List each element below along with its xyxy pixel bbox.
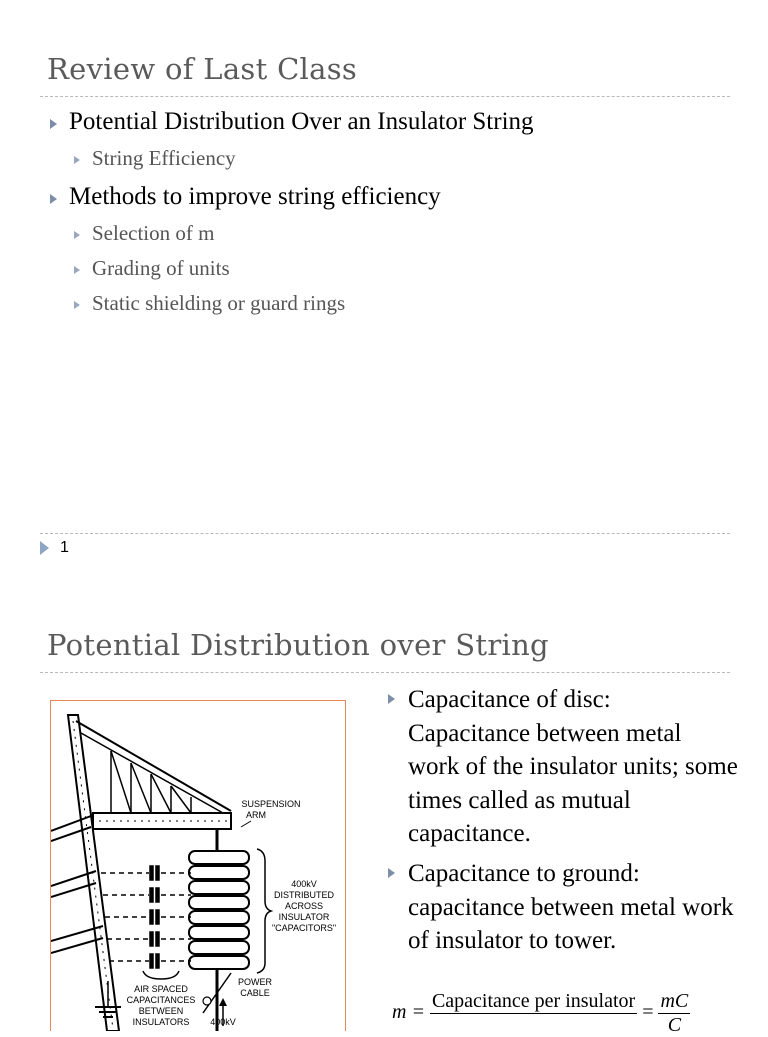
title-divider <box>40 672 730 673</box>
tower-diagram <box>51 701 345 1031</box>
figure-label: POWER <box>237 977 273 987</box>
sub-bullet-item: Static shielding or guard rings <box>92 291 346 315</box>
slide-title: Potential Distribution over String <box>47 628 549 662</box>
sub-bullet-arrow-icon <box>74 156 80 164</box>
bullet-arrow-icon <box>388 868 395 878</box>
formula-equals: = <box>642 1001 654 1024</box>
formula-fraction <box>430 990 637 1037</box>
slide-title: Review of Last Class <box>47 52 358 86</box>
figure-label: BETWEEN <box>138 1006 184 1016</box>
sub-bullet-arrow-icon <box>74 266 80 274</box>
footer-divider <box>40 533 730 534</box>
bullet-item: Potential Distribution Over an Insulator String <box>69 108 534 135</box>
figure-label: INSULATORS <box>132 1017 190 1027</box>
title-divider <box>40 96 730 97</box>
sub-bullet-arrow-icon <box>74 301 80 309</box>
formula-numerator: Capacitance per insulator <box>431 990 636 1012</box>
formula-rhs-denominator: C <box>667 1014 682 1036</box>
figure-label: SUSPENSION <box>241 799 301 809</box>
page-number: 1 <box>60 539 69 556</box>
figure-label: DISTRIBUTED <box>273 890 335 900</box>
sub-bullet-item: String Efficiency <box>92 146 236 170</box>
formula-rhs-numerator: mC <box>660 990 689 1012</box>
sub-bullet-arrow-icon <box>74 231 80 239</box>
figure-label: AIR SPACED <box>134 984 188 994</box>
figure-label: INSULATOR <box>278 912 330 922</box>
figure-label: CAPACITANCES <box>126 995 196 1005</box>
figure-label: "CAPACITORS" <box>271 923 337 933</box>
figure-label: ACROSS <box>284 901 324 911</box>
bullet-item: Capacitance to ground: capacitance between metal work of insulator to tower. <box>408 860 734 954</box>
figure-label: 400kV <box>291 879 317 889</box>
bullet-arrow-icon <box>50 119 57 129</box>
formula-lhs: m = <box>392 1001 425 1024</box>
figure-label: 400kV <box>210 1017 236 1027</box>
bullet-arrow-icon <box>50 194 57 204</box>
sub-bullet-item: Selection of m <box>92 221 215 245</box>
footer-arrow-icon <box>40 541 49 555</box>
sub-bullet-item: Grading of units <box>92 256 230 280</box>
formula-fraction-rhs <box>658 990 690 1037</box>
bullet-arrow-icon <box>388 694 395 704</box>
formula-denominator <box>430 1014 637 1037</box>
m-formula <box>392 990 690 1037</box>
figure-label: ARM <box>246 810 266 820</box>
bullet-item: Methods to improve string efficiency <box>69 183 441 210</box>
insulator-string-figure <box>50 700 346 1031</box>
bullet-item: Capacitance of disc: Capacitance between metal work of the insulator units; some times called as mutual capacitance. <box>408 686 738 847</box>
figure-label: CABLE <box>240 988 270 998</box>
